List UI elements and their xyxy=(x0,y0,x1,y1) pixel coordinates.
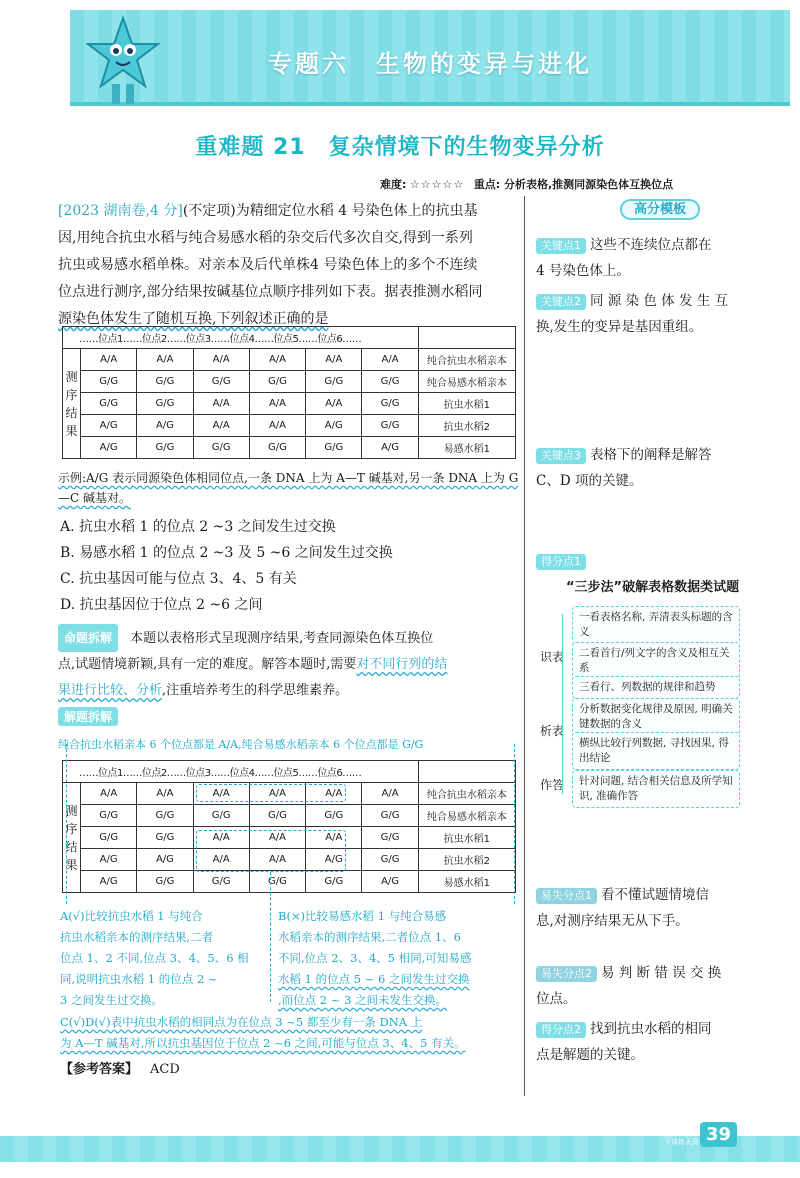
jieti-top: 纯合抗虫水稻亲本 6 个位点都是 A/A,纯合易感水稻亲本 6 个位点都是 G/G xyxy=(58,738,424,751)
steps-bracket xyxy=(562,614,563,794)
table-row: 测 序 结 果 A/A A/A A/A A/A A/A A/A 纯合抗虫水稻亲本 xyxy=(63,783,516,805)
step-3-label: 作答 xyxy=(540,778,565,792)
lesson-title: 重难题 21 复杂情境下的生物变异分析 xyxy=(195,135,605,160)
mingti-tag: 命题拆解 xyxy=(58,624,118,652)
connector-line-left xyxy=(66,744,67,904)
header-banner xyxy=(70,10,790,106)
mingti-section: 命题拆解 本题以表格形式呈现测序结果,考查同源染色体互换位 点,试题情境新颖,具有一定的难度。解答本题时,需要对不同行列的结 果进行比较、分析,注重培养考生的科学思维素养。 xyxy=(58,624,520,704)
option-d: D. 抗虫基因位于位点 2 ~6 之间 xyxy=(60,597,263,613)
table-row: A/G G/G G/G G/G G/G A/G 易感水稻1 xyxy=(63,871,516,893)
jieti-section xyxy=(58,706,118,726)
page-number: 39 xyxy=(700,1122,737,1147)
sequencing-table xyxy=(62,326,516,459)
annotated-table: ……位点1……位点2……位点3……位点4……位点5……位点6…… 测 序 结 果 A/A A/A A/A A/A A/A A/A 纯合抗虫水稻亲本 G/G G/G G/G G/G G/G G/G 纯合易感水稻亲本 G/G G/G A/A A/A A/A G/G 抗虫水稻1 A/G A/G A/A A/A A/G G/G 抗虫水稻2 A/G G/G G/G G/G G/G A/G 易感水稻1 xyxy=(62,760,516,893)
table-row: A/G A/G A/A A/A A/G G/G 抗虫水稻2 xyxy=(63,849,516,871)
explain-cd: C(√)D(√)表中抗虫水稻的相同点为在位点 3 ~5 都至少有一条 DNA 上 为 A—T 碱基对,所以抗虫基因位于位点 2 ~6 之间,可能与位点 3、4、5 有关。 xyxy=(60,1015,466,1050)
table-row: 测 序 结 果 A/A A/A A/A A/A A/A A/A 纯合抗虫水稻亲本 xyxy=(63,349,516,371)
side-label: 测 序 结 果 xyxy=(63,349,81,459)
key-point-3: 关键点3 表格下的阐释是解答 C、D 项的关键。 xyxy=(536,447,712,489)
question-line-4: 源染色体发生了随机互换,下列叙述正确的是 xyxy=(58,311,329,327)
step-2-label: 析表 xyxy=(540,724,565,738)
position-2: 位点2…… xyxy=(141,334,186,345)
highlight-box-top xyxy=(196,784,346,802)
reference-answer: 【参考答案】 ACD xyxy=(60,1062,180,1077)
chapter-title: 专题六 生物的变异与进化 xyxy=(268,50,592,78)
score-point-2: 得分点2 找到抗虫水稻的相同 点是解题的关键。 xyxy=(536,1021,712,1063)
template-title: 高分模板 xyxy=(536,198,784,217)
difficulty-label: 难度: xyxy=(380,178,407,191)
question-stem xyxy=(58,198,520,333)
option-c: C. 抗虫基因可能与位点 3、4、5 有关 xyxy=(60,571,297,587)
highlight-box-mid xyxy=(196,830,346,872)
question-line-2: 抗虫或易感水稻单株。对亲本及后代单株4 号染色体上的多个不连续 xyxy=(58,257,478,273)
table-row: G/G G/G G/G G/G G/G G/G 纯合易感水稻亲本 xyxy=(63,371,516,393)
step-3-item-1: 针对问题, 结合相关信息及所学知识, 准确作答 xyxy=(572,770,740,808)
difficulty-stars: ☆☆☆☆☆ xyxy=(409,178,465,191)
table-row: A/G A/G A/A A/A A/G G/G 抗虫水稻2 xyxy=(63,415,516,437)
position-6: 位点6…… xyxy=(317,334,362,345)
explain-a: A(√)比较抗虫水稻 1 与纯合 抗虫水稻亲本的测序结果,二者 位点 1、2 不同,位点 3、4、5、6 相 同,说明抗虫水稻 1 的位点 2 ~ 3 之间发生过交换。 xyxy=(60,909,249,1007)
score-point-1: 得分点1 xyxy=(536,548,784,574)
jieti-tag: 解题拆解 xyxy=(58,707,118,726)
example-note: 示例:A/G 表示同源染色体相同位点,一条 DNA 上为 A—T 碱基对,另一条 DNA 上为 G—C 碱基对。 xyxy=(58,471,519,505)
question-line-3: 位点进行测序,部分结果按碱基位点顺序排列如下表。据表推测水稻同 xyxy=(58,284,483,300)
table-row: G/G G/G G/G G/G G/G G/G 纯合易感水稻亲本 xyxy=(63,805,516,827)
steps-title: “三步法”破解表格数据类试题 xyxy=(566,580,740,595)
difficulty-meta xyxy=(380,176,673,192)
footer-caption: 上课认真听 下课练天资 xyxy=(664,1130,699,1146)
step-1-item-2: 二看首行/列文字的含义及相互关系 xyxy=(572,642,740,680)
step-1-label: 识表 xyxy=(540,650,565,664)
option-a: A. 抗虫水稻 1 的位点 2 ~3 之间发生过交换 xyxy=(60,519,336,535)
star-mascot-icon xyxy=(86,14,160,110)
question-source: [2023 湖南卷,4 分] xyxy=(58,203,183,219)
question-type: (不定项) xyxy=(182,203,236,219)
step-2-item-1: 分析数据变化规律及原因, 明确关键数据的含义 xyxy=(572,698,740,736)
column-divider xyxy=(524,196,525,1096)
explain-b: B(×)比较易感水稻 1 与纯合易感 水稻亲本的测序结果,二者位点 1、6 不同,位点 2、3、4、5 相同,可知易感 水稻 1 的位点 5 ~ 6 之间发生过交换 ,而位点 2 ~ 3 之间未发生交换。 xyxy=(278,909,472,1007)
error-point-1: 易失分点1 看不懂试题情境信 息,对测序结果无从下手。 xyxy=(536,887,709,929)
position-5: 位点5…… xyxy=(273,334,318,345)
table-row: G/G G/G A/A A/A A/A G/G 抗虫水稻1 xyxy=(63,827,516,849)
option-b: B. 易感水稻 1 的位点 2 ~3 及 5 ~6 之间发生过交换 xyxy=(60,545,393,561)
table-row: A/G G/G G/G G/G G/G A/G 易感水稻1 xyxy=(63,437,516,459)
table-row: G/G G/G A/A A/A A/A G/G 抗虫水稻1 xyxy=(63,393,516,415)
position-3: 位点3…… xyxy=(185,334,230,345)
error-point-2: 易失分点2 易 判 断 错 误 交 换 位点。 xyxy=(536,965,722,1007)
position-1: ……位点1…… xyxy=(79,334,142,345)
question-line-0: 为精细定位水稻 4 号染色体上的抗虫基 xyxy=(235,203,478,219)
focus-text: 重点: 分析表格,推测同源染色体互换位点 xyxy=(473,178,674,191)
step-1-item-1: 一看表格名称, 弄清表头标题的含义 xyxy=(572,606,740,644)
position-header xyxy=(63,327,419,349)
position-4: 位点4…… xyxy=(229,334,274,345)
key-point-1: 关键点1 这些不连续位点都在 4 号染色体上。 xyxy=(536,237,712,279)
key-point-2: 关键点2 同 源 染 色 体 发 生 互 换,发生的变异是基因重组。 xyxy=(536,293,729,335)
question-line-1: 因,用纯合抗虫水稻与纯合易感水稻的杂交后代多次自交,得到一系列 xyxy=(58,230,473,246)
step-2-item-2: 横纵比较行列数据, 寻找因果, 得出结论 xyxy=(572,732,740,770)
connector-line-right xyxy=(514,744,515,904)
step-1-item-3: 三看行、列数据的规律和趋势 xyxy=(572,676,740,699)
